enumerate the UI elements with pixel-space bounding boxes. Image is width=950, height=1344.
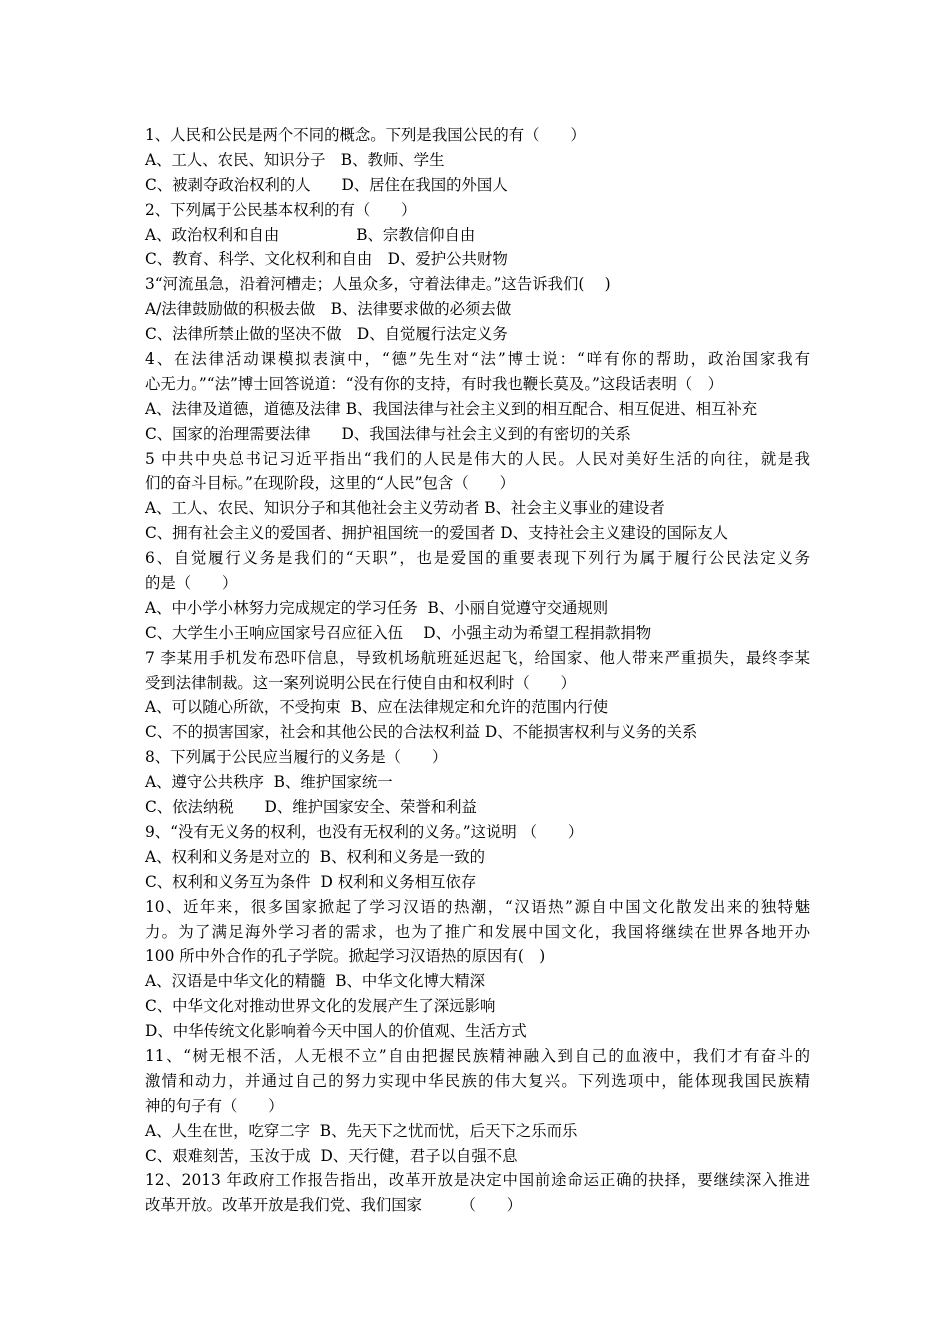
text-line: 们的奋斗目标。”在现阶段，这里的“人民”包含（ ） (145, 474, 515, 493)
text-line: 7 李某用手机发布恐吓信息，导致机场航班延迟起飞，给国家、他人带来严重损失，最终李某 (145, 648, 810, 667)
text-line: A、工人、农民、知识分子和其他社会主义劳动者 B、社会主义事业的建设者 (145, 499, 665, 518)
text-line: A、汉语是中华文化的精髓 B、中华文化博大精深 (145, 972, 486, 991)
text-line: 3“河流虽急，沿着河槽走；人虽众多，守着法律走。”这告诉我们( ) (145, 275, 611, 294)
text-line: 改革开放。改革开放是我们党、我们国家 （ ） (145, 1196, 523, 1215)
text-line: C、依法纳税 D、维护国家安全、荣誉和利益 (145, 798, 477, 817)
text-line: A、遵守公共秩序 B、维护国家统一 (145, 773, 393, 792)
text-line: A、中小学小林努力完成规定的学习任务 B、小丽自觉遵守交通规则 (145, 598, 609, 617)
text-line: A/法律鼓励做的积极去做 B、法律要求做的必须去做 (145, 300, 512, 319)
text-line: 力。为了满足海外学习者的需求，也为了推广和发展中国文化，我国将继续在世界各地开办 (145, 922, 810, 941)
text-line: C、法律所禁止做的坚决不做 D、自觉履行法定义务 (145, 325, 508, 344)
text-line: 4、在法律活动课模拟表演中，“德”先生对“法”博士说：“咩有你的帮助，政治国家我有 (145, 350, 810, 369)
text-line: 100 所中外合作的孔子学院。掀起学习汉语热的原因有( ) (145, 947, 546, 966)
text-line: 12、2013 年政府工作报告指出，改革开放是决定中国前途命运正确的抉择，要继续深入推进 (145, 1171, 810, 1190)
text-line: A、工人、农民、知识分子 B、教师、学生 (145, 150, 445, 169)
text-line: 神的句子有（ ） (145, 1096, 284, 1115)
text-line: C、不的损害国家，社会和其他公民的合法权利益 D、不能损害权利与义务的关系 (145, 723, 698, 742)
text-line: 5 中共中央总书记习近平指出“我们的人民是伟大的人民。人民对美好生活的向往，就是我 (145, 449, 810, 468)
text-line: C、国家的治理需要法律 D、我国法律与社会主义到的有密切的关系 (145, 424, 631, 443)
text-line: A、可以随心所欲，不受拘束 B、应在法律规定和允许的范围内行使 (145, 698, 609, 717)
text-line: 6、自觉履行义务是我们的“天职”，也是爱国的重要表现下列行为属于履行公民法定义务 (145, 549, 810, 568)
text-line: 11、“树无根不活，人无根不立”自由把握民族精神融入到自己的血液中，我们才有奋斗的 (145, 1046, 810, 1065)
text-line: 10、近年来，很多国家掀起了学习汉语的热潮，“汉语热”源自中国文化散发出来的独特魅 (145, 897, 810, 916)
text-line: C、拥有社会主义的爱国者、拥护祖国统一的爱国者 D、支持社会主义建设的国际友人 (145, 524, 729, 543)
text-line: 9、“没有无义务的权利，也没有无权利的义务。”这说明 （ ） (145, 822, 584, 841)
text-line: A、人生在世，吃穿二字 B、先天下之忧而忧，后天下之乐而乐 (145, 1121, 578, 1140)
text-line: C、中华文化对推动世界文化的发展产生了深远影响 (145, 997, 496, 1016)
text-line: 激情和动力，并通过自己的努力实现中华民族的伟大复兴。下列选项中，能体现我国民族精 (145, 1071, 810, 1090)
text-line: 2、下列属于公民基本权利的有（ ） (145, 200, 417, 219)
text-line: C、艰难刻苦，玉汝于成 D、天行健，君子以自强不息 (145, 1146, 518, 1165)
text-line: A、政治权利和自由 B、宗教信仰自由 (145, 225, 476, 244)
text-line: 1、人民和公民是两个不同的概念。下列是我国公民的有（ ） (145, 126, 586, 144)
text-line: C、被剥夺政治权利的人 D、居住在我国的外国人 (145, 175, 508, 194)
text-line: A、法律及道德，道德及法律 B、我国法律与社会主义到的相互配合、相互促进、相互补充 (145, 399, 758, 418)
text-line: 的是（ ） (145, 574, 238, 593)
text-line: C、大学生小王响应国家号召应征入伍 D、小强主动为希望工程捐款捐物 (145, 623, 652, 642)
text-line: C、教育、科学、文化权利和自由 D、爱护公共财物 (145, 250, 508, 269)
text-line: D、中华传统文化影响着今天中国人的价值观、生活方式 (145, 1022, 527, 1041)
document-page (145, 123, 810, 1218)
text-line: 8、下列属于公民应当履行的义务是（ ） (145, 748, 448, 767)
text-line: 心无力。”“法”博士回答说道：“没有你的支持，有时我也鞭长莫及。”这段话表明（ ） (145, 374, 724, 393)
text-line: 受到法律制裁。这一案列说明公民在行使自由和权利时（ ） (145, 673, 576, 692)
text-line: A、权利和义务是对立的 B、权利和义务是一致的 (145, 847, 486, 866)
text-line: C、权利和义务互为条件 D 权利和义务相互依存 (145, 872, 477, 891)
